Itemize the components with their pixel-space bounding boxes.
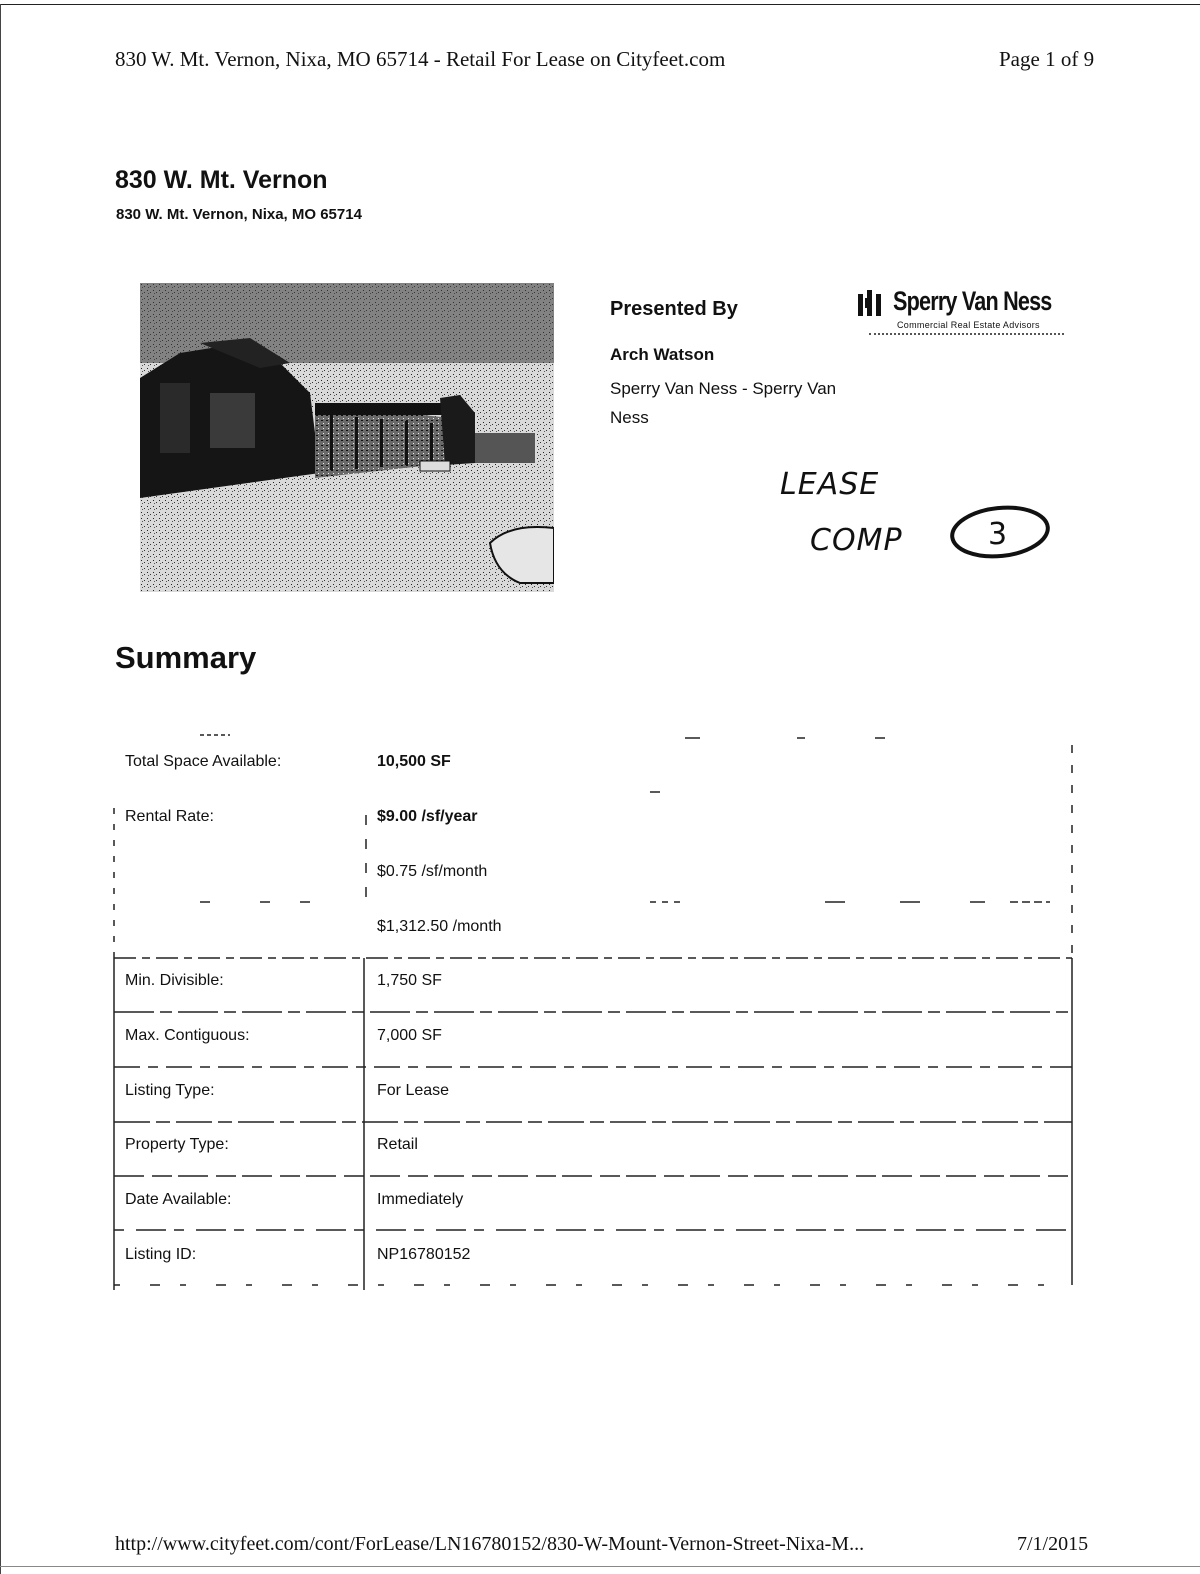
label-date-available: Date Available:	[125, 1191, 232, 1208]
handwriting-line2: COMP	[810, 523, 903, 558]
value-total-space: 10,500 SF	[377, 753, 451, 770]
value-listing-id: NP16780152	[377, 1246, 471, 1263]
logo-fineprint	[869, 333, 1064, 335]
value-rental-rate-sf-month: $0.75 /sf/month	[377, 863, 488, 880]
logo-name: Sperry Van Ness	[893, 286, 1052, 316]
scan-bottom-border	[0, 1566, 1200, 1567]
scan-top-border	[0, 4, 1200, 5]
summary-table	[100, 730, 1080, 1290]
property-name: 830 W. Mt. Vernon	[115, 166, 328, 194]
value-listing-type: For Lease	[377, 1082, 450, 1099]
agent-company: Sperry Van Ness - Sperry Van Ness	[610, 379, 837, 427]
value-rental-rate-year: $9.00 /sf/year	[377, 808, 478, 825]
print-footer-url: http://www.cityfeet.com/cont/ForLease/LN16780152/830-W-Mount-Vernon-Street-Nixa-M...	[115, 1533, 865, 1555]
company-logo	[855, 286, 1080, 346]
label-listing-type: Listing Type:	[125, 1082, 215, 1099]
agent-name: Arch Watson	[610, 345, 715, 364]
print-header-page: Page 1 of 9	[999, 47, 1095, 71]
value-rental-rate-month: $1,312.50 /month	[377, 918, 502, 935]
label-max-contiguous: Max. Contiguous:	[125, 1027, 250, 1044]
value-min-divisible: 1,750 SF	[377, 972, 442, 989]
summary-heading: Summary	[115, 640, 257, 675]
handwriting-number: 3	[988, 517, 1008, 552]
presented-by-heading: Presented By	[610, 298, 738, 320]
value-date-available: Immediately	[377, 1191, 464, 1208]
label-min-divisible: Min. Divisible:	[125, 972, 224, 989]
value-max-contiguous: 7,000 SF	[377, 1027, 442, 1044]
print-header-title: 830 W. Mt. Vernon, Nixa, MO 65714 - Retail For Lease on Cityfeet.com	[115, 47, 726, 71]
print-footer-date: 7/1/2015	[1017, 1533, 1089, 1555]
property-photo	[140, 283, 554, 592]
scan-left-border	[0, 4, 1, 1574]
logo-tagline: Commercial Real Estate Advisors	[897, 320, 1040, 330]
summary-table-rules	[100, 730, 1080, 1290]
label-total-space: Total Space Available:	[125, 753, 282, 770]
property-address: 830 W. Mt. Vernon, Nixa, MO 65714	[116, 206, 362, 223]
label-property-type: Property Type:	[125, 1136, 229, 1153]
handwriting-line1: LEASE	[780, 467, 880, 502]
label-listing-id: Listing ID:	[125, 1246, 197, 1263]
value-property-type: Retail	[377, 1136, 418, 1153]
logo-mark-icon	[855, 288, 887, 320]
label-rental-rate: Rental Rate:	[125, 808, 214, 825]
handwritten-annotation	[770, 460, 1070, 570]
